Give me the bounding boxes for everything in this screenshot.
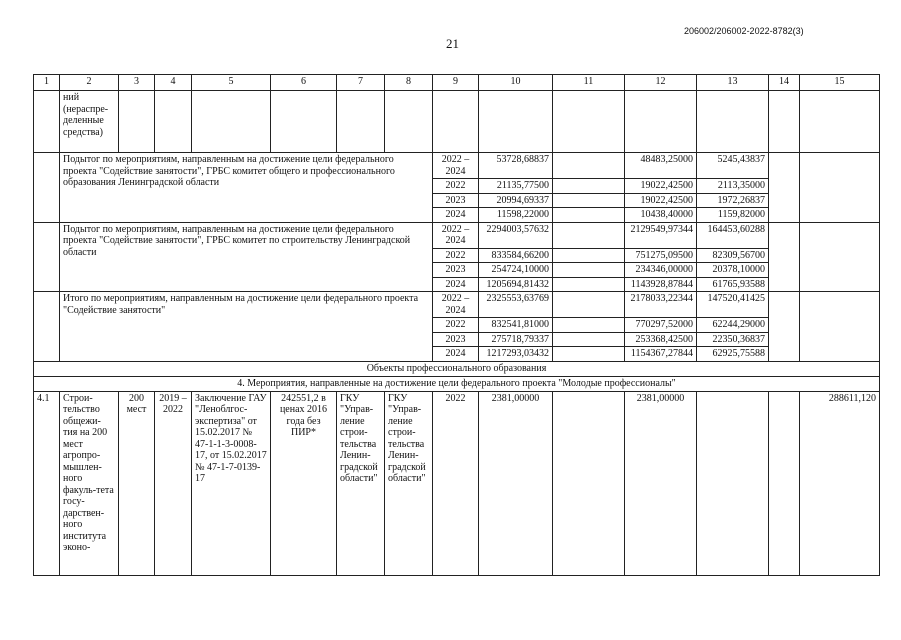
budget-table: [33, 74, 880, 576]
value-cell: 1972,26837: [697, 193, 769, 208]
value-cell: 253368,42500: [625, 332, 697, 347]
table-row: [34, 391, 880, 575]
value-cell: 770297,52000: [625, 318, 697, 333]
value-cell: 22350,36837: [697, 332, 769, 347]
value-cell: 62925,75588: [697, 347, 769, 362]
value-cell: 234346,00000: [625, 263, 697, 278]
column-header: 8: [385, 75, 433, 91]
value-cell: [553, 193, 625, 208]
year-cell: 2023: [433, 332, 479, 347]
section-row: [34, 376, 880, 391]
value-cell: [553, 248, 625, 263]
value-cell: [553, 263, 625, 278]
section-heading-4: 4. Мероприятия, направленные на достижение цели федерального проекта "Молодые профессионалы": [34, 376, 880, 391]
item-name: Строи-тельство общежи-тия на 200 мест агропро-мышлен-ного факуль-тета госу-дарствен-ного института эконо-: [60, 391, 119, 575]
value-cell: 2381,00000: [625, 391, 697, 575]
column-header: 10: [479, 75, 553, 91]
table-row: [34, 222, 880, 248]
value-cell: [553, 347, 625, 362]
column-number-row: [34, 75, 880, 91]
value-cell: 164453,60288: [697, 222, 769, 248]
value-cell: [553, 208, 625, 223]
column-header: 13: [697, 75, 769, 91]
subtotal-label: Подытог по мероприятиям, направленным на достижение цели федерального проекта "Содействие занятости", ГРБС комитет общего и профессионального образования Ленинградской области: [60, 153, 433, 223]
value-cell: 2381,00000: [479, 391, 553, 575]
value-cell: 1205694,81432: [479, 277, 553, 292]
column-header: 14: [769, 75, 800, 91]
page-number: 21: [446, 36, 459, 51]
value-cell: 1217293,03432: [479, 347, 553, 362]
value-cell: [553, 153, 625, 179]
year-cell: 2022: [433, 318, 479, 333]
value-cell: [553, 318, 625, 333]
item-period: 2019 – 2022: [155, 391, 192, 575]
value-cell: [553, 277, 625, 292]
column-header: 15: [800, 75, 880, 91]
column-header: 12: [625, 75, 697, 91]
value-cell: 751275,09500: [625, 248, 697, 263]
value-cell: 2294003,57632: [479, 222, 553, 248]
value-cell: 20378,10000: [697, 263, 769, 278]
year-cell: 2024: [433, 208, 479, 223]
year-cell: 2022 – 2024: [433, 153, 479, 179]
value-cell: 288611,120: [800, 391, 880, 575]
item-expertise: Заключение ГАУ "Леноблгос-экспертиза" от 15.02.2017 № 47-1-1-3-0008-17, от 15.02.2017 № 47-1-7-0139-17: [192, 391, 271, 575]
column-header: 2: [60, 75, 119, 91]
item-cost: 242551,2 в ценах 2016 года без ПИР*: [271, 391, 337, 575]
value-cell: 1159,82000: [697, 208, 769, 223]
value-cell: 11598,22000: [479, 208, 553, 223]
value-cell: [553, 292, 625, 318]
value-cell: 832541,81000: [479, 318, 553, 333]
value-cell: 61765,93588: [697, 277, 769, 292]
column-header: 9: [433, 75, 479, 91]
value-cell: [553, 332, 625, 347]
year-cell: 2022 – 2024: [433, 222, 479, 248]
item-capacity: 200 мест: [119, 391, 155, 575]
value-cell: 21135,77500: [479, 179, 553, 194]
value-cell: 2178033,22344: [625, 292, 697, 318]
column-header: 1: [34, 75, 60, 91]
value-cell: 833584,66200: [479, 248, 553, 263]
year-cell: 2023: [433, 193, 479, 208]
table-row: [34, 153, 880, 179]
table-row: [34, 292, 880, 318]
year-cell: 2024: [433, 347, 479, 362]
value-cell: 53728,68837: [479, 153, 553, 179]
value-cell: 82309,56700: [697, 248, 769, 263]
section-heading-objects: Объекты профессионального образования: [34, 361, 880, 376]
value-cell: 62244,29000: [697, 318, 769, 333]
value-cell: 19022,42500: [625, 179, 697, 194]
year-cell: 2024: [433, 277, 479, 292]
carry-over-text: ний (нераспре-деленные средства): [60, 91, 119, 153]
value-cell: 19022,42500: [625, 193, 697, 208]
value-cell: 254724,10000: [479, 263, 553, 278]
value-cell: 48483,25000: [625, 153, 697, 179]
column-header: 3: [119, 75, 155, 91]
subtotal-label: Подытог по мероприятиям, направленным на достижение цели федерального проекта "Содействие занятости", ГРБС комитет по строительству Ленинградской области: [60, 222, 433, 292]
column-header: 4: [155, 75, 192, 91]
year-cell: 2022: [433, 248, 479, 263]
value-cell: 20994,69337: [479, 193, 553, 208]
column-header: 11: [553, 75, 625, 91]
column-header: 5: [192, 75, 271, 91]
item-number: 4.1: [34, 391, 60, 575]
value-cell: 2129549,97344: [625, 222, 697, 248]
column-header: 6: [271, 75, 337, 91]
document-id: 206002/206002-2022-8782(3): [684, 26, 804, 36]
year-cell: 2023: [433, 263, 479, 278]
value-cell: 1143928,87844: [625, 277, 697, 292]
value-cell: 2325553,63769: [479, 292, 553, 318]
value-cell: [553, 222, 625, 248]
value-cell: 2113,35000: [697, 179, 769, 194]
year-cell: 2022: [433, 391, 479, 575]
value-cell: 5245,43837: [697, 153, 769, 179]
value-cell: 10438,40000: [625, 208, 697, 223]
item-customer: ГКУ "Управ-ление строи-тельства Ленин-градской области": [337, 391, 385, 575]
year-cell: 2022 – 2024: [433, 292, 479, 318]
value-cell: 275718,79337: [479, 332, 553, 347]
value-cell: [553, 179, 625, 194]
value-cell: 147520,41425: [697, 292, 769, 318]
carry-over-row: [34, 91, 880, 153]
total-label: Итого по мероприятиям, направленным на достижение цели федерального проекта "Содействие занятости": [60, 292, 433, 362]
section-row: [34, 361, 880, 376]
item-developer: ГКУ "Управ-ление строи-тельства Ленин-градской области": [385, 391, 433, 575]
column-header: 7: [337, 75, 385, 91]
value-cell: 1154367,27844: [625, 347, 697, 362]
year-cell: 2022: [433, 179, 479, 194]
